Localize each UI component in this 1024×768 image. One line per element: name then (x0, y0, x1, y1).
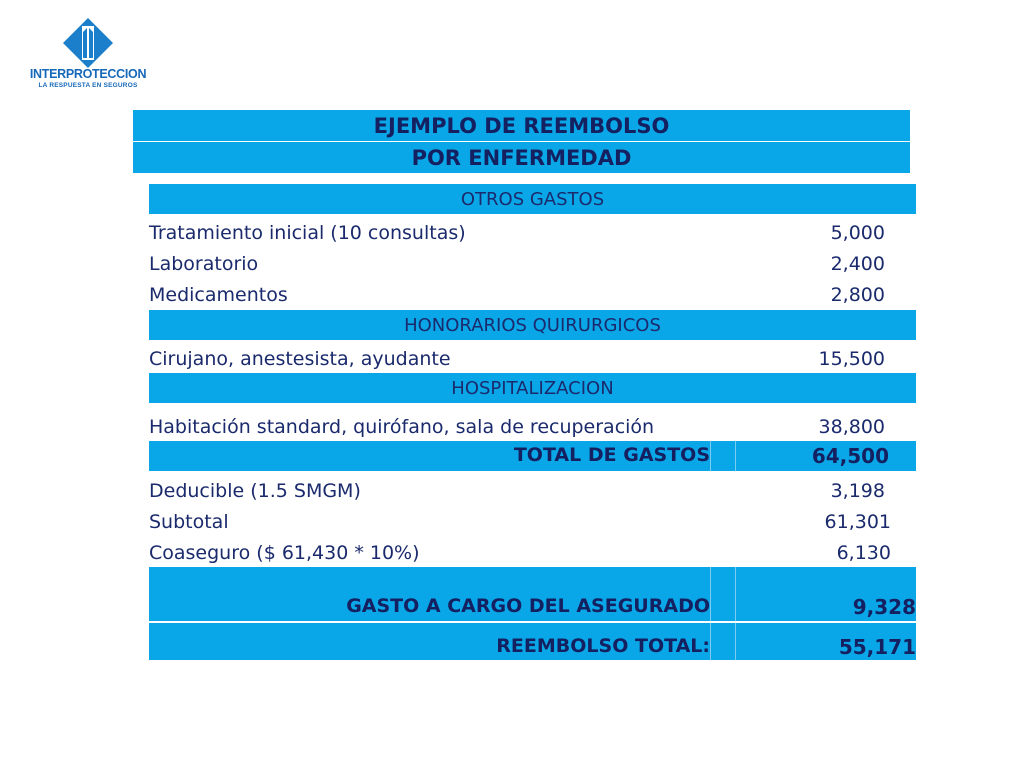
title-line-2: POR ENFERMEDAD (133, 142, 910, 173)
row-coaseguro (149, 538, 916, 568)
row-deducible-value: 3,198 (830, 480, 885, 502)
row-coaseguro-value: 6,130 (836, 542, 891, 564)
logo-name: INTERPROTECCION (29, 67, 147, 81)
section-honorarios: HONORARIOS QUIRURGICOS (149, 310, 916, 340)
reembolso-total-divider (710, 623, 711, 660)
row-deducible (149, 476, 916, 506)
row-subtotal-value: 61,301 (824, 511, 891, 533)
row-deducible-label: Deducible (1.5 SMGM) (149, 480, 361, 502)
row-cirujano (149, 344, 916, 374)
company-logo (28, 18, 148, 98)
gasto-asegurado-label: GASTO A CARGO DEL ASEGURADO (346, 595, 710, 617)
logo-tagline: LA RESPUESTA EN SEGUROS (38, 82, 138, 89)
row-cirujano-value: 15,500 (818, 348, 885, 370)
reembolso-total-row (149, 623, 916, 660)
row-cirujano-label: Cirujano, anestesista, ayudante (149, 348, 451, 370)
section-hospitalizacion: HOSPITALIZACION (149, 373, 916, 403)
gasto-asegurado-value: 9,328 (852, 595, 916, 619)
logo-mark-icon (61, 18, 115, 68)
row-habitacion-value: 38,800 (818, 416, 885, 438)
row-medicamentos (149, 280, 916, 310)
total-gastos-divider-2 (735, 441, 736, 471)
total-gastos-divider (710, 441, 711, 471)
reembolso-total-label: REEMBOLSO TOTAL: (496, 635, 710, 657)
row-tratamiento-label: Tratamiento inicial (10 consultas) (149, 222, 466, 244)
row-subtotal-label: Subtotal (149, 511, 229, 533)
row-tratamiento-value: 5,000 (830, 222, 885, 244)
row-subtotal (149, 507, 916, 537)
reembolso-total-value: 55,171 (838, 635, 916, 659)
gasto-asegurado-row (149, 567, 916, 621)
row-medicamentos-label: Medicamentos (149, 284, 288, 306)
title-line-1: EJEMPLO DE REEMBOLSO (133, 110, 910, 141)
total-gastos-row (149, 441, 916, 471)
row-coaseguro-label: Coaseguro ($ 61,430 * 10%) (149, 542, 420, 564)
row-laboratorio-label: Laboratorio (149, 253, 259, 275)
total-gastos-label: TOTAL DE GASTOS (513, 444, 710, 466)
total-gastos-value: 64,500 (811, 444, 889, 468)
row-habitacion-label: Habitación standard, quirófano, sala de recuperación (149, 416, 655, 438)
row-tratamiento (149, 218, 916, 248)
row-laboratorio (149, 249, 916, 279)
row-habitacion (149, 412, 916, 442)
reembolso-total-divider-2 (735, 623, 736, 660)
gasto-asegurado-divider (710, 567, 711, 621)
row-laboratorio-value: 2,400 (830, 253, 885, 275)
section-otros-gastos: OTROS GASTOS (149, 184, 916, 214)
row-medicamentos-value: 2,800 (830, 284, 885, 306)
gasto-asegurado-divider-2 (735, 567, 736, 621)
